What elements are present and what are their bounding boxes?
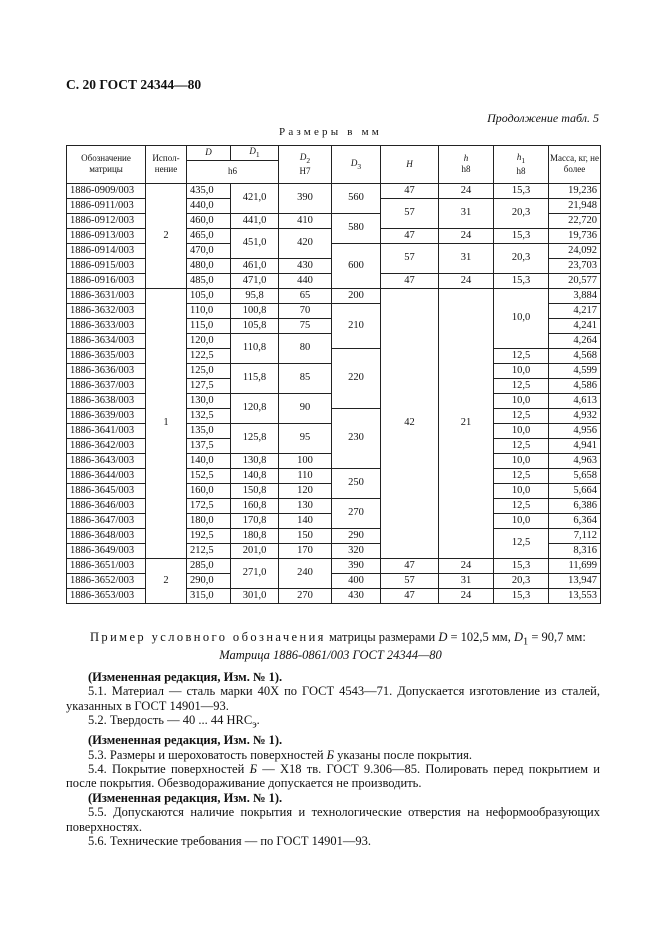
cell-designation: 1886-3633/003 [67,318,146,333]
cell-h1: 12,5 [494,408,549,423]
cell-d3: 270 [332,498,381,528]
matrix-dimensions-table [66,145,601,604]
cell-h1: 10,0 [494,393,549,408]
cell-designation: 1886-3639/003 [67,408,146,423]
header-version: Испол-нение [146,146,187,184]
cell-mass: 19,736 [549,228,601,243]
cell-d3: 290 [332,528,381,543]
cell-designation: 1886-3653/003 [67,588,146,603]
cell-h1: 15,3 [494,588,549,603]
cell-d: 115,0 [187,318,231,333]
cell-d3: 430 [332,588,381,603]
cell-d2: 90 [279,393,332,423]
table-row [67,288,601,303]
cell-h1: 10,0 [494,288,549,348]
cell-d1: 471,0 [231,273,279,288]
cell-h: 24 [439,183,494,198]
cell-d1: 301,0 [231,588,279,603]
cell-d2: 410 [279,213,332,228]
header-d3: $D_3$ [332,146,381,184]
cell-mass: 4,613 [549,393,601,408]
cell-d2: 95 [279,423,332,453]
cell-h: 21 [439,288,494,558]
cell-d2: 120 [279,483,332,498]
cell-mass: 23,703 [549,258,601,273]
amendment-note: (Измененная редакция, Изм. № 1). [88,790,283,805]
cell-mass: 3,884 [549,288,601,303]
cell-h1: 12,5 [494,348,549,363]
cell-d2: 65 [279,288,332,303]
cell-mass: 4,963 [549,453,601,468]
cell-d1: 105,8 [231,318,279,333]
cell-d3: 210 [332,303,381,348]
cell-d: 285,0 [187,558,231,573]
cell-mass: 24,092 [549,243,601,258]
cell-d: 127,5 [187,378,231,393]
cell-d3: 580 [332,213,381,243]
units-caption: Размеры в мм [279,126,382,138]
cell-height: 47 [381,228,439,243]
technical-notes [66,670,600,848]
cell-d2: 70 [279,303,332,318]
cell-d: 140,0 [187,453,231,468]
cell-height: 57 [381,573,439,588]
cell-d1: 130,8 [231,453,279,468]
table-continuation-label: Продолжение табл. 5 [487,111,599,125]
cell-d1: 180,8 [231,528,279,543]
cell-height: 47 [381,558,439,573]
cell-d2: 100 [279,453,332,468]
cell-d1: 421,0 [231,183,279,213]
designation-example-value: Матрица 1886-0861/003 ГОСТ 24344—80 [219,648,442,662]
cell-mass: 4,264 [549,333,601,348]
cell-d3: 560 [332,183,381,213]
cell-d: 315,0 [187,588,231,603]
cell-d: 192,5 [187,528,231,543]
cell-designation: 1886-3638/003 [67,393,146,408]
cell-d1: 170,8 [231,513,279,528]
cell-d: 485,0 [187,273,231,288]
cell-version: 2 [146,558,187,603]
cell-d: 180,0 [187,513,231,528]
cell-d3: 250 [332,468,381,498]
cell-d3: 220 [332,348,381,408]
cell-mass: 13,947 [549,573,601,588]
cell-height: 47 [381,273,439,288]
header-d1: $D_1$ [231,146,279,161]
cell-height: 47 [381,588,439,603]
cell-h1: 12,5 [494,378,549,393]
cell-d: 132,5 [187,408,231,423]
cell-height: 57 [381,243,439,273]
cell-d: 470,0 [187,243,231,258]
cell-h1: 20,3 [494,198,549,228]
cell-d2: 150 [279,528,332,543]
cell-d: 212,5 [187,543,231,558]
cell-d1: 150,8 [231,483,279,498]
cell-mass: 8,316 [549,543,601,558]
cell-mass: 21,948 [549,198,601,213]
cell-h1: 12,5 [494,528,549,558]
cell-h1: 10,0 [494,363,549,378]
cell-designation: 1886-0913/003 [67,228,146,243]
cell-d: 152,5 [187,468,231,483]
cell-d1: 461,0 [231,258,279,273]
cell-designation: 1886-3637/003 [67,378,146,393]
cell-designation: 1886-3648/003 [67,528,146,543]
note-5-2: 5.2. Твердость — 40 ... 44 $HRC_э$. [88,713,260,731]
cell-d1: 201,0 [231,543,279,558]
cell-designation: 1886-3651/003 [67,558,146,573]
cell-d1: 441,0 [231,213,279,228]
cell-d1: 95,8 [231,288,279,303]
cell-h1: 10,0 [494,513,549,528]
cell-mass: 4,241 [549,318,601,333]
cell-designation: 1886-3647/003 [67,513,146,528]
cell-h1: 20,3 [494,243,549,273]
cell-d2: 110 [279,468,332,483]
cell-h: 24 [439,588,494,603]
cell-designation: 1886-0909/003 [67,183,146,198]
cell-d: 290,0 [187,573,231,588]
cell-d: 435,0 [187,183,231,198]
table-row [67,558,601,573]
header-h-height: H [381,146,439,184]
cell-d2: 440 [279,273,332,288]
cell-h1: 15,3 [494,183,549,198]
cell-designation: 1886-3634/003 [67,333,146,348]
cell-version: 1 [146,288,187,558]
cell-d: 125,0 [187,363,231,378]
cell-d1: 271,0 [231,558,279,588]
cell-h1: 12,5 [494,438,549,453]
cell-d2: 140 [279,513,332,528]
cell-d2: 80 [279,333,332,363]
cell-version: 2 [146,183,187,288]
table-row [67,183,601,198]
designation-example: Пример условного обозначения матрицы размерами D = 102,5 мм, $D_1 = 90,7$ мм: [90,630,586,648]
cell-mass: 4,956 [549,423,601,438]
cell-h1: 15,3 [494,273,549,288]
cell-mass: 7,112 [549,528,601,543]
cell-d: 105,0 [187,288,231,303]
page-header: С. 20 ГОСТ 24344—80 [66,77,202,92]
cell-h: 24 [439,228,494,243]
note-5-5: 5.5. Допускаются наличие покрытия и технологические отверстия на неформообразующих поверхностях. [66,805,600,834]
cell-h1: 12,5 [494,468,549,483]
cell-d1: 451,0 [231,228,279,258]
header-d2: $D_2$ H7 [279,146,332,184]
cell-d2: 430 [279,258,332,273]
cell-designation: 1886-3631/003 [67,288,146,303]
cell-d: 122,5 [187,348,231,363]
cell-d: 160,0 [187,483,231,498]
cell-designation: 1886-3641/003 [67,423,146,438]
cell-d: 110,0 [187,303,231,318]
cell-d2: 130 [279,498,332,513]
cell-d1: 140,8 [231,468,279,483]
cell-designation: 1886-3642/003 [67,438,146,453]
note-5-4: 5.4. Покрытие поверхностей Б — Х18 тв. ГОСТ 9.306—85. Полировать перед покрытием и после покрытия. Обезводораживание допускается не производить. [66,761,600,791]
cell-mass: 4,932 [549,408,601,423]
header-h: h h8 [439,146,494,184]
cell-d2: 390 [279,183,332,213]
cell-d: 172,5 [187,498,231,513]
cell-h1: 12,5 [494,498,549,513]
cell-designation: 1886-3636/003 [67,363,146,378]
cell-d1: 100,8 [231,303,279,318]
cell-d3: 320 [332,543,381,558]
cell-mass: 6,386 [549,498,601,513]
header-mass: Масса, кг, не более [549,146,601,184]
cell-designation: 1886-3632/003 [67,303,146,318]
cell-mass: 11,699 [549,558,601,573]
amendment-note: (Измененная редакция, Изм. № 1). [88,733,283,748]
cell-d3: 200 [332,288,381,303]
cell-mass: 6,364 [549,513,601,528]
cell-d3: 400 [332,573,381,588]
cell-mass: 20,577 [549,273,601,288]
header-designation: Обозначение матрицы [67,146,146,184]
cell-h: 31 [439,243,494,273]
cell-d2: 420 [279,228,332,258]
cell-h: 24 [439,273,494,288]
cell-h1: 20,3 [494,573,549,588]
cell-designation: 1886-3649/003 [67,543,146,558]
cell-mass: 19,236 [549,183,601,198]
cell-height: 42 [381,288,439,558]
cell-d3: 230 [332,408,381,468]
cell-h: 31 [439,573,494,588]
cell-h1: 10,0 [494,423,549,438]
note-5-1: 5.1. Материал — сталь марки 40Х по ГОСТ 4543—71. Допускается изготовление из сталей, указанных в ГОСТ 14901—93. [66,684,600,713]
cell-d3: 390 [332,558,381,573]
cell-d: 135,0 [187,423,231,438]
cell-designation: 1886-0916/003 [67,273,146,288]
cell-designation: 1886-0915/003 [67,258,146,273]
cell-d: 130,0 [187,393,231,408]
cell-mass: 4,941 [549,438,601,453]
cell-mass: 4,586 [549,378,601,393]
cell-mass: 4,599 [549,363,601,378]
cell-h: 31 [439,198,494,228]
cell-d2: 270 [279,588,332,603]
amendment-note: (Измененная редакция, Изм. № 1). [88,670,283,684]
cell-mass: 4,568 [549,348,601,363]
cell-d: 440,0 [187,198,231,213]
header-h1: $h_1$ h8 [494,146,549,184]
cell-d: 120,0 [187,333,231,348]
cell-d: 465,0 [187,228,231,243]
cell-d2: 85 [279,363,332,393]
cell-designation: 1886-3652/003 [67,573,146,588]
cell-mass: 22,720 [549,213,601,228]
cell-d2: 170 [279,543,332,558]
cell-designation: 1886-3646/003 [67,498,146,513]
cell-d1: 110,8 [231,333,279,363]
cell-d2: 75 [279,318,332,333]
cell-h1: 15,3 [494,228,549,243]
cell-d1: 160,8 [231,498,279,513]
cell-d1: 120,8 [231,393,279,423]
cell-designation: 1886-0911/003 [67,198,146,213]
cell-designation: 1886-0912/003 [67,213,146,228]
header-h6: h6 [187,160,279,183]
header-d: D [187,146,231,161]
cell-h1: 10,0 [494,483,549,498]
cell-d: 137,5 [187,438,231,453]
cell-designation: 1886-3645/003 [67,483,146,498]
cell-mass: 4,217 [549,303,601,318]
cell-d3: 600 [332,243,381,288]
cell-d2: 240 [279,558,332,588]
cell-mass: 5,658 [549,468,601,483]
cell-designation: 1886-3644/003 [67,468,146,483]
cell-d: 480,0 [187,258,231,273]
cell-h1: 10,0 [494,453,549,468]
cell-d: 460,0 [187,213,231,228]
cell-d1: 125,8 [231,423,279,453]
cell-mass: 5,664 [549,483,601,498]
note-5-6: 5.6. Технические требования — по ГОСТ 14901—93. [88,833,371,848]
cell-designation: 1886-3635/003 [67,348,146,363]
cell-designation: 1886-3643/003 [67,453,146,468]
cell-h: 24 [439,558,494,573]
cell-h1: 15,3 [494,558,549,573]
cell-height: 47 [381,183,439,198]
cell-designation: 1886-0914/003 [67,243,146,258]
cell-height: 57 [381,198,439,228]
note-5-3: 5.3. Размеры и шероховатость поверхностей Б указаны после покрытия. [88,747,472,762]
cell-mass: 13,553 [549,588,601,603]
cell-d1: 115,8 [231,363,279,393]
